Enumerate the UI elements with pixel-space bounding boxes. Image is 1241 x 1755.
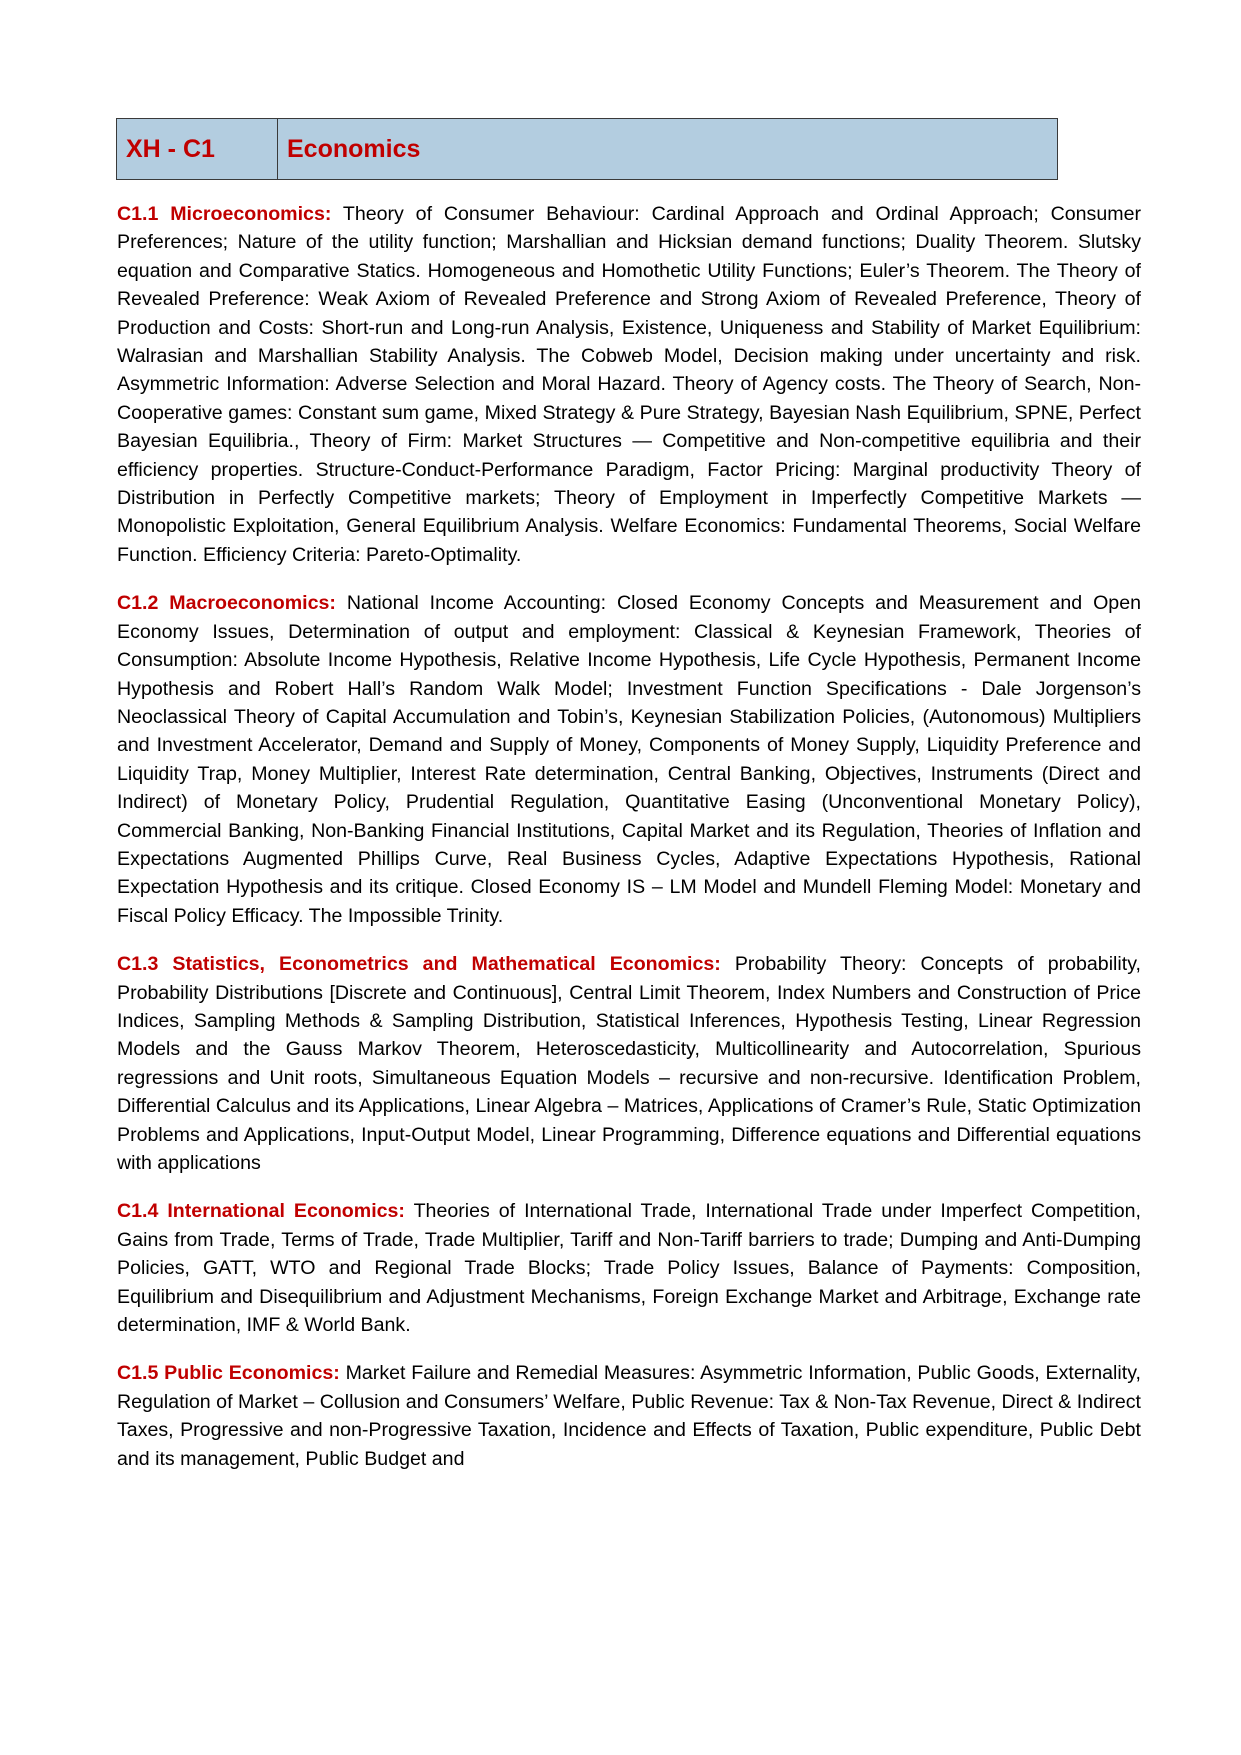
section-body: Theory of Consumer Behaviour: Cardinal Approach and Ordinal Approach; Consumer Preferences; Nature of the utility function; Marshallian and Hicksian demand functions; Duality Theorem. Slutsky equation and Comparative Statics. Homogeneous and Homothetic Utility Functions; Euler’s Theorem. The Theory of Revealed Preference: Weak Axiom of Revealed Preference and Strong Axiom of Revealed Preference, Theory of Production and Costs: Short-run and Long-run Analysis, Existence, Uniqueness and Stability of Market Equilibrium: Walrasian and Marshallian Stability Analysis. The Cobweb Model, Decision making under uncertainty and risk. Asymmetric Information: Adverse Selection and Moral Hazard. Theory of Agency costs. The Theory of Search, Non-Cooperative games: Constant sum game, Mixed Strategy & Pure Strategy, Bayesian Nash Equilibrium, SPNE, Perfect Bayesian Equilibria., Theory of Firm: Market Structures — Competitive and Non-competitive equilibria and their efficiency properties. Structure-Conduct-Performance Paradigm, Factor Pricing: Marginal productivity Theory of Distribution in Perfectly Competitive markets; Theory of Employment in Imperfectly Competitive Markets — Monopolistic Exploitation, General Equilibrium Analysis. Welfare Economics: Fundamental Theorems, Social Welfare Function. Efficiency Criteria: Pareto-Optimality. — [117, 203, 1141, 566]
section-body: National Income Accounting: Closed Economy Concepts and Measurement and Open Economy Issues, Determination of output and employment: Classical & Keynesian Framework, Theories of Consumption: Absolute Income Hypothesis, Relative Income Hypothesis, Life Cycle Hypothesis, Permanent Income Hypothesis and Robert Hall’s Random Walk Model; Investment Function Specifications - Dale Jorgenson’s Neoclassical Theory of Capital Accumulation and Tobin’s, Keynesian Stabilization Policies, (Autonomous) Multipliers and Investment Accelerator, Demand and Supply of Money, Components of Money Supply, Liquidity Preference and Liquidity Trap, Money Multiplier, Interest Rate determination, Central Banking, Objectives, Instruments (Direct and Indirect) of Monetary Policy, Prudential Regulation, Quantitative Easing (Unconventional Monetary Policy), Commercial Banking, Non-Banking Financial Institutions, Capital Market and its Regulation, Theories of Inflation and Expectations Augmented Phillips Curve, Real Business Cycles, Adaptive Expectations Hypothesis, Rational Expectation Hypothesis and its critique. Closed Economy IS – LM Model and Mundell Fleming Model: Monetary and Fiscal Policy Efficacy. The Impossible Trinity. — [117, 592, 1142, 927]
section-title: C1.1 Microeconomics: — [117, 203, 332, 225]
section-title: C1.4 International Economics: — [117, 1200, 405, 1223]
section-international-economics — [117, 1197, 1141, 1339]
section-body: Market Failure and Remedial Measures: Asymmetric Information, Public Goods, Externality, Regulation of Market – Collusion and Consumers’ Welfare, Public Revenue: Tax & Non-Tax Revenue, Direct & Indirect Taxes, Progressive and non-Progressive Taxation, Incidence and Effects of Taxation, Public expenditure, Public Debt and its management, Public Budget and — [117, 1362, 1141, 1470]
section-title: C1.3 Statistics, Econometrics and Mathematical Economics: — [117, 953, 721, 976]
paper-title: Economics — [287, 134, 421, 163]
section-body: Theories of International Trade, International Trade under Imperfect Competition, Gains from Trade, Terms of Trade, Trade Multiplier, Tariff and Non-Tariff barriers to trade; Dumping and Anti-Dumping Policies, GATT, WTO and Regional Trade Blocks; Trade Policy Issues, Balance of Payments: Composition, Equilibrium and Disequilibrium and Adjustment Mechanisms, Foreign Exchange Market and Arbitrage, Exchange rate determination, IMF & World Bank. — [117, 1200, 1142, 1337]
section-title: C1.5 Public Economics: — [117, 1362, 340, 1385]
section-macroeconomics — [117, 589, 1141, 930]
section-body: Probability Theory: Concepts of probability, Probability Distributions [Discrete and Continuous], Central Limit Theorem, Index Numbers and Construction of Price Indices, Sampling Methods & Sampling Distribution, Statistical Inferences, Hypothesis Testing, Linear Regression Models and the Gauss Markov Theorem, Heteroscedasticity, Multicollinearity and Autocorrelation, Spurious regressions and Unit roots, Simultaneous Equation Models – recursive and non-recursive. Identification Problem, Differential Calculus and its Applications, Linear Algebra – Matrices, Applications of Cramer’s Rule, Static Optimization Problems and Applications, Input-Output Model, Linear Programming, Difference equations and Differential equations with applications — [117, 953, 1141, 1174]
paper-header-table — [116, 118, 1058, 180]
section-title: C1.2 Macroeconomics: — [117, 592, 336, 615]
paper-code: XH - C1 — [117, 119, 278, 179]
section-public-economics — [117, 1359, 1141, 1473]
section-microeconomics — [117, 200, 1141, 569]
syllabus-content — [117, 200, 1141, 1493]
section-statistics-econometrics — [117, 950, 1141, 1177]
